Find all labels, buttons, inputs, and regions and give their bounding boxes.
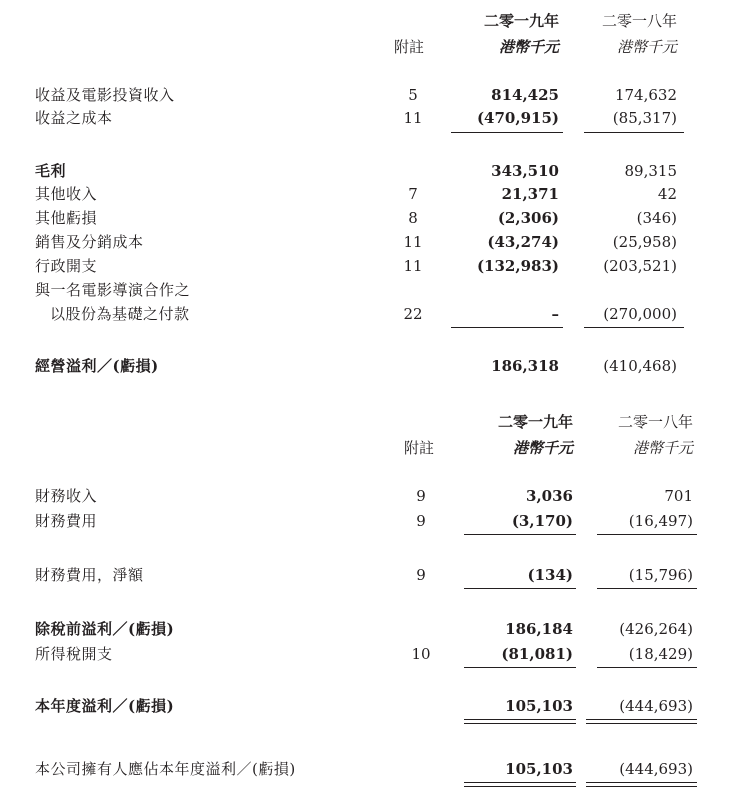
row-note: 22 <box>403 305 423 323</box>
row-value-2018: (85,317) <box>612 109 677 127</box>
row-note: 7 <box>408 185 418 203</box>
row-value-2018: (18,429) <box>628 645 693 663</box>
row-value-2018: (203,521) <box>603 257 677 275</box>
row-value-2018: (15,796) <box>628 566 693 584</box>
row-value-2019: 814,425 <box>491 86 559 104</box>
header-year-2018: 二零一八年 <box>601 12 677 30</box>
header-year-2018: 二零一八年 <box>617 413 693 431</box>
row-note: 9 <box>416 512 426 530</box>
header-unit-2018: 港幣千元 <box>632 439 693 457</box>
row-value-2019: 343,510 <box>491 162 559 180</box>
row-value-2018: 701 <box>664 487 693 505</box>
subtotal-rule-2019 <box>451 132 563 133</box>
row-label: 其他虧損 <box>35 209 98 227</box>
row-value-2019: 186,184 <box>505 620 573 638</box>
row-value-2018: (346) <box>636 209 677 227</box>
row-value-2018: (16,497) <box>628 512 693 530</box>
row-label: 收益及電影投資收入 <box>35 86 175 104</box>
header-note: 附註 <box>394 38 425 56</box>
row-note: 5 <box>408 86 418 104</box>
row-value-2018: (444,693) <box>619 760 693 778</box>
row-value-2018: (410,468) <box>603 357 677 375</box>
row-label: 所得稅開支 <box>35 645 113 663</box>
row-note: 9 <box>416 487 426 505</box>
row-value-2019: (81,081) <box>501 645 573 663</box>
row-label-continued: 以股份為基礎之付款 <box>50 305 190 323</box>
header-year-2019: 二零一九年 <box>497 413 573 431</box>
row-value-2019: 105,103 <box>505 760 573 778</box>
row-note: 9 <box>416 566 426 584</box>
total-double-rule-2018 <box>586 782 697 787</box>
row-label: 財務費用 <box>35 512 98 530</box>
row-value-2018: (270,000) <box>603 305 677 323</box>
row-label: 與一名電影導演合作之 <box>35 281 191 299</box>
row-label: 行政開支 <box>35 257 98 275</box>
row-value-2018: 42 <box>657 185 677 203</box>
row-value-2018: (426,264) <box>619 620 693 638</box>
subtotal-rule-2019 <box>451 327 563 328</box>
row-value-2019: (134) <box>527 566 573 584</box>
subtotal-rule-2018 <box>597 534 697 535</box>
row-label: 其他收入 <box>35 185 98 203</box>
row-value-2019: – <box>551 305 559 323</box>
subtotal-rule-2018 <box>584 132 684 133</box>
row-value-2019: (43,274) <box>487 233 559 251</box>
row-label-gross-profit: 毛利 <box>35 162 67 180</box>
header-unit-2019: 港幣千元 <box>512 439 573 457</box>
row-note: 8 <box>408 209 418 227</box>
header-year-2019: 二零一九年 <box>483 12 559 30</box>
row-value-2019: 186,318 <box>491 357 559 375</box>
row-label: 財務費用，淨額 <box>35 566 144 584</box>
subtotal-rule-2019 <box>464 534 576 535</box>
subtotal-rule-2018 <box>597 588 697 589</box>
subtotal-rule-2019 <box>464 667 576 668</box>
row-note: 11 <box>403 257 423 275</box>
total-double-rule-2018 <box>586 719 697 724</box>
row-note: 10 <box>411 645 431 663</box>
row-value-2018: (444,693) <box>619 697 693 715</box>
total-double-rule-2019 <box>464 719 576 724</box>
row-label-attributable-to-owners: 本公司擁有人應佔本年度溢利／(虧損) <box>35 760 296 778</box>
row-value-2019: (470,915) <box>476 109 559 127</box>
row-label: 收益之成本 <box>35 109 113 127</box>
subtotal-rule-2019 <box>464 588 576 589</box>
row-value-2019: (3,170) <box>511 512 573 530</box>
total-double-rule-2019 <box>464 782 576 787</box>
row-label: 銷售及分銷成本 <box>35 233 144 251</box>
row-value-2018: (25,958) <box>612 233 677 251</box>
row-value-2019: 3,036 <box>526 487 573 505</box>
row-value-2018: 174,632 <box>614 86 677 104</box>
row-value-2019: (2,306) <box>497 209 559 227</box>
row-label-operating-profit: 經營溢利／(虧損) <box>35 357 159 375</box>
row-label: 財務收入 <box>35 487 98 505</box>
row-note: 11 <box>403 233 423 251</box>
row-label-profit-before-tax: 除稅前溢利／(虧損) <box>35 620 175 638</box>
header-unit-2019: 港幣千元 <box>498 38 559 56</box>
row-value-2018: 89,315 <box>624 162 677 180</box>
row-value-2019: (132,983) <box>476 257 559 275</box>
row-label-profit-for-year: 本年度溢利／(虧損) <box>35 697 175 715</box>
row-value-2019: 21,371 <box>501 185 559 203</box>
subtotal-rule-2018 <box>597 667 697 668</box>
header-unit-2018: 港幣千元 <box>616 38 677 56</box>
header-note: 附註 <box>404 439 435 457</box>
row-note: 11 <box>403 109 423 127</box>
subtotal-rule-2018 <box>584 327 684 328</box>
row-value-2019: 105,103 <box>505 697 573 715</box>
